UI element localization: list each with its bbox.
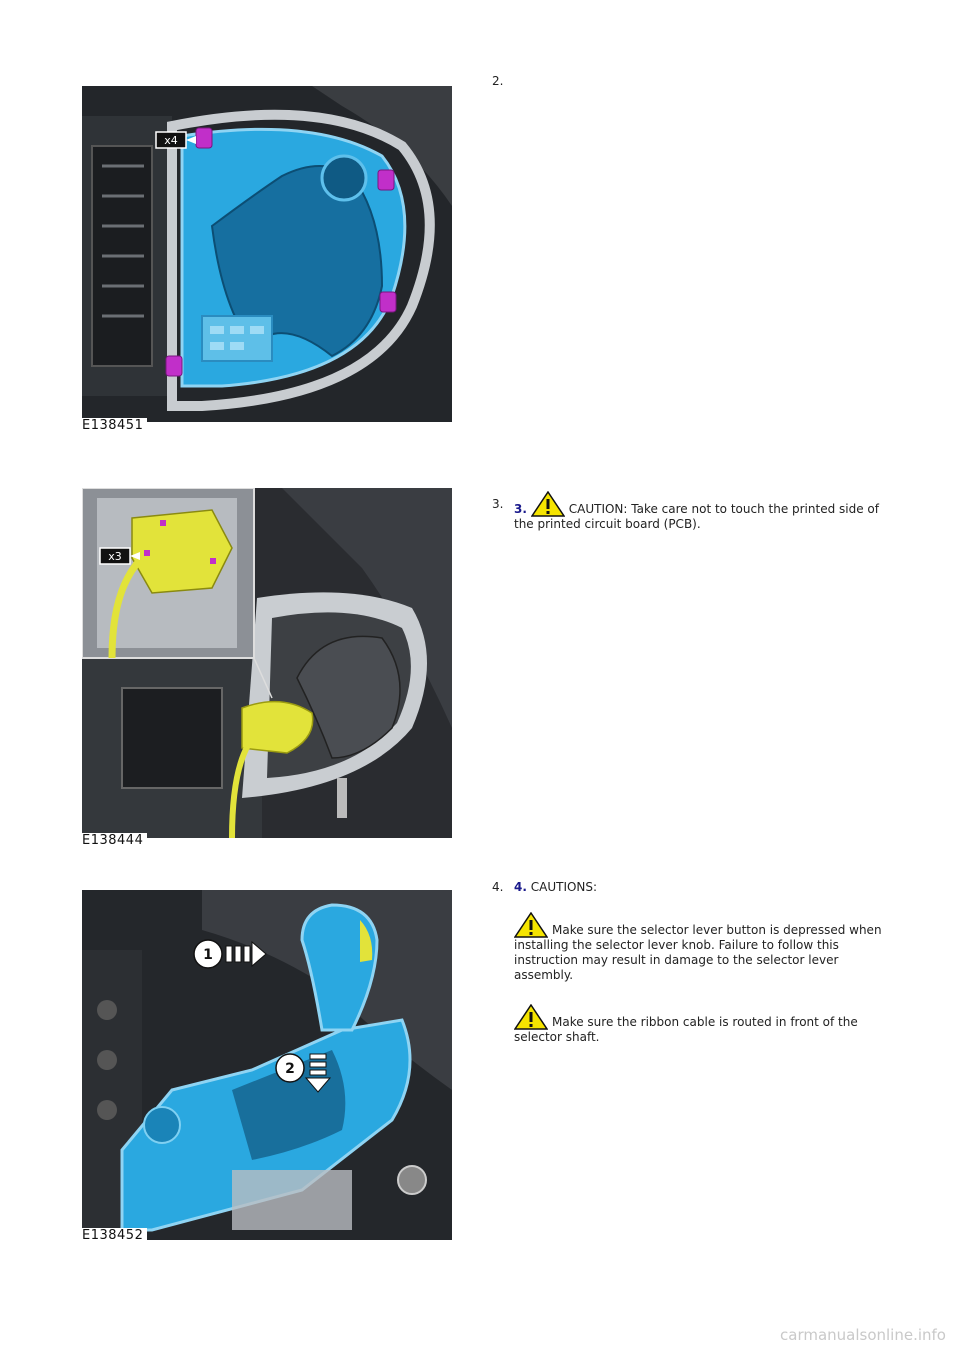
step-4-figure — [82, 890, 452, 1240]
figure-id-e138452: E138452 — [80, 1228, 147, 1243]
step-4-note-2-text: Make sure the ribbon cable is routed in front of the selector shaft. — [514, 1015, 858, 1044]
step-4-note-1 — [514, 912, 894, 983]
step-3-number: 3. — [492, 497, 504, 511]
step-2-figure — [82, 86, 452, 422]
callout-2: 2 — [285, 1061, 295, 1077]
figure-id-e138444: E138444 — [80, 833, 147, 848]
callout-1: 1 — [203, 947, 213, 963]
footer-watermark: carmanualsonline.info — [780, 1326, 946, 1344]
warning-triangle-icon — [531, 491, 565, 517]
step-3-caution: CAUTION: Take care not to touch the printed side of the printed circuit board (PCB). — [514, 502, 879, 531]
step-4-number: 4. — [492, 880, 504, 894]
step-4-text — [514, 880, 894, 895]
step-4-note-2 — [514, 1004, 894, 1045]
callout-x3: x3 — [108, 550, 122, 563]
warning-triangle-icon — [514, 1004, 548, 1030]
step-4-note-1-text: Make sure the selector lever button is depressed when installing the selector lever knob. Failure to follow this instruction may result in damage to the selector lever assembly. — [514, 923, 882, 982]
callout-x4: x4 — [164, 134, 178, 147]
warning-triangle-icon — [514, 912, 548, 938]
step-3-text — [514, 491, 894, 532]
step-4-label: 4. — [514, 880, 527, 894]
figure-id-e138451: E138451 — [80, 418, 147, 433]
step-2-number: 2. — [492, 74, 504, 88]
step-4-cautions-heading: CAUTIONS: — [530, 880, 598, 894]
step-3-figure — [82, 488, 452, 838]
step-3-label: 3. — [514, 502, 527, 516]
